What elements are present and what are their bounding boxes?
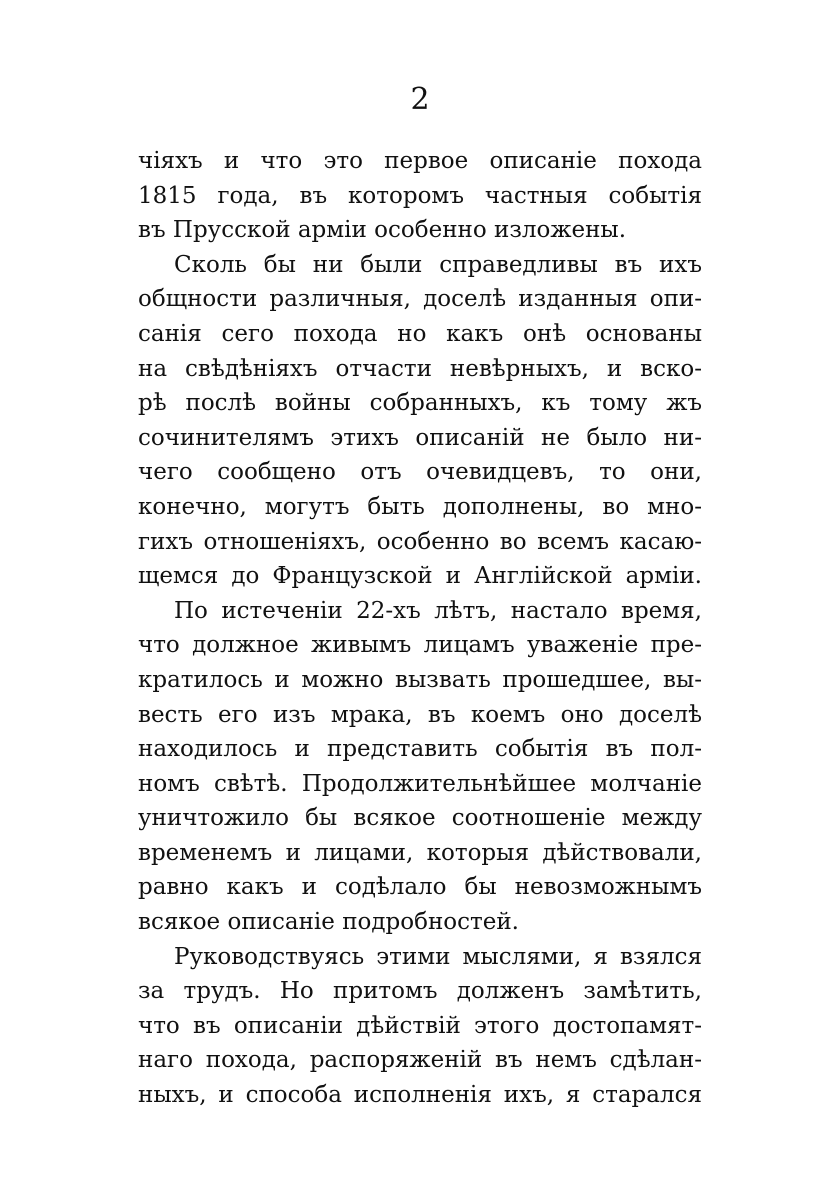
text-line: щемся до Французской и Англійской арміи. — [138, 563, 702, 590]
paragraph-start-line: Сколь бы ни были справедливы въ ихъ — [174, 251, 702, 278]
text-line: что должное живымъ лицамъ уваженіе пре- — [138, 632, 702, 659]
paragraph-start-line: По истеченіи 22-хъ лѣтъ, настало время, — [174, 597, 702, 624]
text-line: весть его изъ мрака, въ коемъ оно доселѣ — [138, 701, 702, 728]
text-line: что въ описаніи дѣйствій этого достопамят- — [138, 1012, 702, 1039]
text-line: санія сего похода но какъ онѣ основаны — [138, 320, 702, 347]
text-line: общности различныя, доселѣ изданныя опи- — [138, 286, 702, 313]
text-line: конечно, могутъ быть дополнены, во мно- — [138, 493, 702, 520]
text-line: номъ свѣтѣ. Продолжительнѣйшее молчаніе — [138, 770, 702, 797]
text-line: находилось и представить событія въ пол- — [138, 736, 702, 763]
text-line: рѣ послѣ войны собранныхъ, къ тому жъ — [138, 390, 702, 417]
text-line: равно какъ и содѣлало бы невозможнымъ — [138, 874, 702, 901]
text-body — [138, 144, 702, 1113]
text-line: чіяхъ и что это первое описаніе похода — [138, 148, 702, 174]
text-line: чего сообщено отъ очевидцевъ, то они, — [138, 459, 702, 486]
paragraph-start-line: Руководствуясь этими мыслями, я взялся — [174, 943, 702, 970]
text-line: 1815 года, въ которомъ частныя событія — [138, 182, 702, 209]
text-line: за трудъ. Но притомъ долженъ замѣтить, — [138, 978, 702, 1005]
text-line: кратилось и можно вызвать прошедшее, вы- — [138, 666, 702, 693]
text-line: всякое описаніе подробностей. — [138, 909, 519, 936]
text-line: на свѣдѣніяхъ отчасти невѣрныхъ, и вско- — [138, 355, 702, 382]
text-line: гихъ отношеніяхъ, особенно во всемъ касаю- — [138, 528, 702, 555]
text-line: временемъ и лицами, которыя дѣйствовали, — [138, 839, 702, 866]
text-line: ныхъ, и способа исполненія ихъ, я старался — [138, 1082, 702, 1109]
page-number: 2 — [410, 82, 430, 117]
text-line: въ Прусской арміи особенно изложены. — [138, 217, 627, 244]
text-line: сочинителямъ этихъ описаній не было ни- — [138, 424, 702, 451]
text-line: уничтожило бы всякое соотношеніе между — [138, 805, 702, 832]
text-line: наго похода, распоряженій въ немъ сдѣлан- — [138, 1047, 702, 1074]
